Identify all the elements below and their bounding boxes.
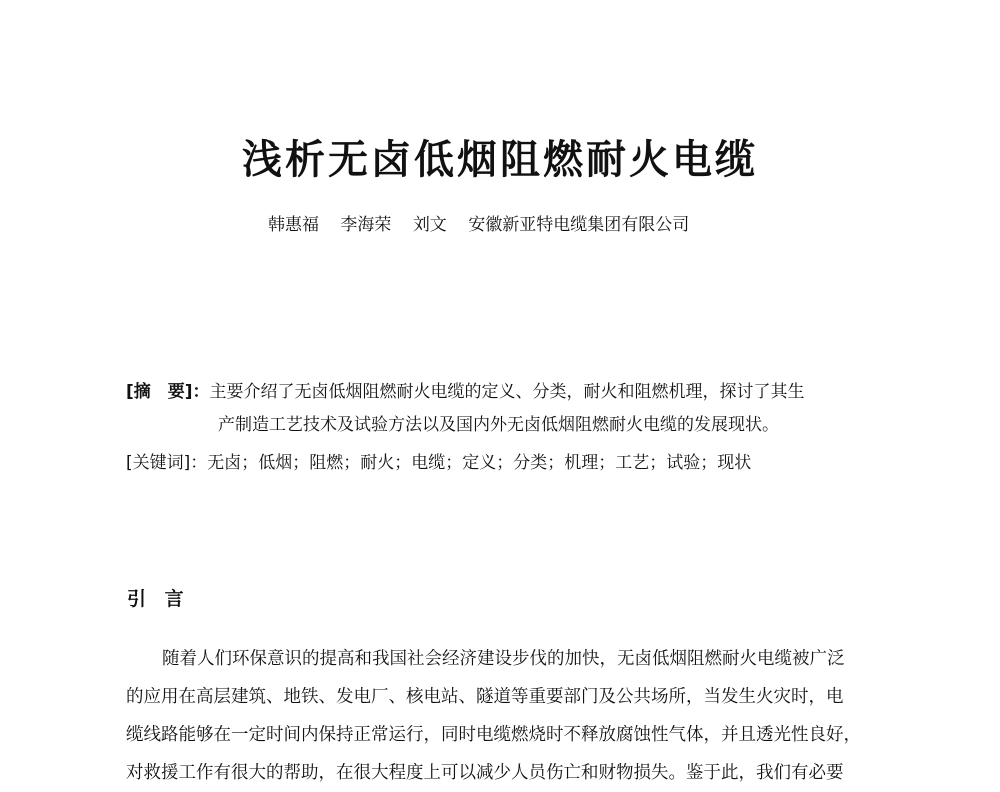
abstract-label: [摘 要]： [126, 382, 210, 402]
body-line-4: 对救援工作有很大的帮助，在很大程度上可以减少人员伤亡和财物损失。鉴于此，我们有必要 [126, 763, 844, 783]
body-line-3: 缆线路能够在一定时间内保持正常运行，同时电缆燃烧时不释放腐蚀性气体，并且透光性良好， [126, 725, 861, 745]
keywords-text: 无卤；低烟；阻燃；耐火；电缆；定义；分类；机理；工艺；试验；现状 [207, 453, 752, 473]
body-paragraph [126, 640, 862, 792]
body-line-2: 的应用在高层建筑、地铁、发电厂、核电站、隧道等重要部门及公共场所，当发生火灾时，电 [126, 687, 844, 707]
paper-title: 浅析无卤低烟阻燃耐火电缆 [242, 136, 758, 183]
author-line [268, 210, 705, 235]
body-line-1: 随着人们环保意识的提高和我国社会经济建设步伐的加快，无卤低烟阻燃耐火电缆被广泛 [162, 649, 845, 669]
author-2: 李海荣 [340, 215, 392, 235]
abstract-text-1: 主要介绍了无卤低烟阻燃耐火电缆的定义、分类，耐火和阻燃机理，探讨了其生 [209, 382, 805, 402]
author-1: 韩惠福 [268, 215, 319, 235]
affiliation: 安徽新亚特电缆集团有限公司 [468, 215, 690, 235]
abstract-line-1 [126, 376, 866, 409]
author-3: 刘文 [412, 215, 447, 235]
keywords-label: [关键词]： [126, 453, 208, 473]
section-heading-introduction: 引 言 [127, 588, 190, 610]
abstract-line-2: 产制造工艺技术及试验方法以及国内外无卤低烟阻燃耐火电缆的发展现状。 [218, 415, 779, 435]
abstract-block [126, 376, 866, 442]
keywords-block [126, 448, 751, 473]
